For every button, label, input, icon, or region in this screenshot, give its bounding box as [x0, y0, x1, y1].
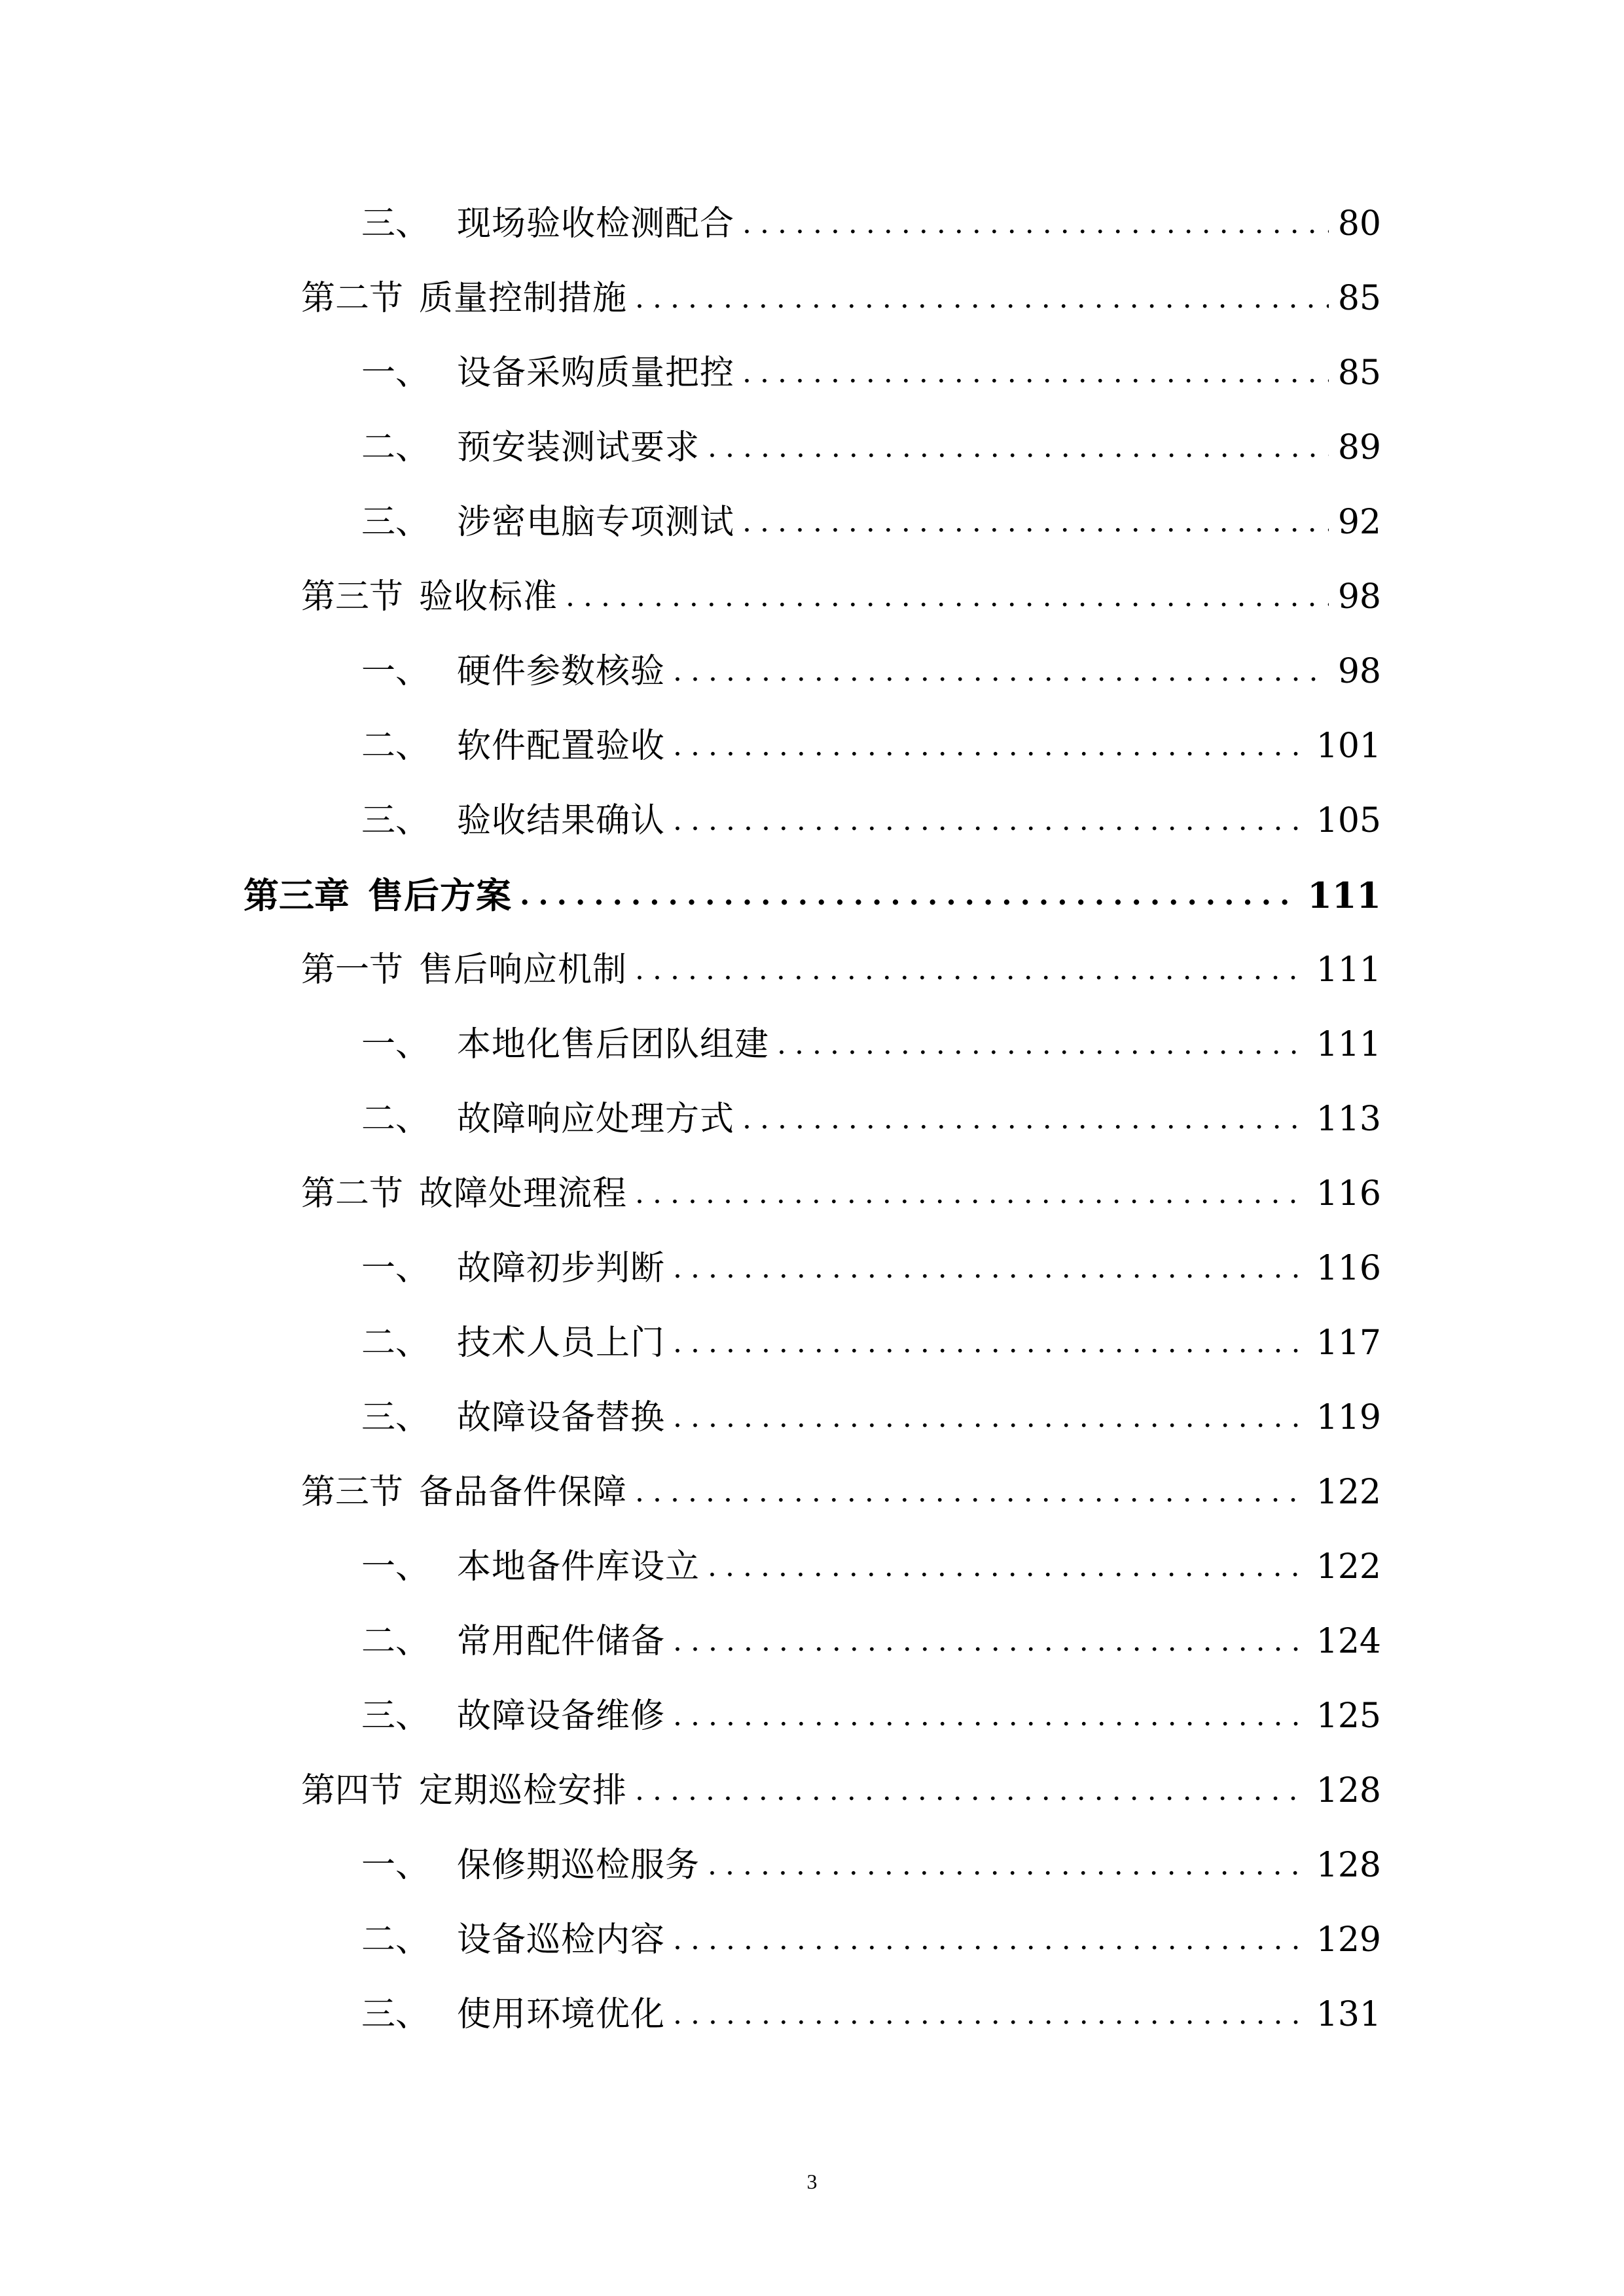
toc-entry-page: 85: [1337, 353, 1381, 393]
dot-leader: [742, 1086, 1307, 1152]
toc-entry-page: 111: [1316, 950, 1381, 990]
toc-entry-title: 硬件参数核验: [457, 652, 666, 691]
dot-leader: [742, 340, 1329, 406]
toc-entry-title: 验收结果确认: [457, 801, 666, 840]
dot-leader: [673, 1310, 1307, 1376]
toc-entry-number: 三、: [361, 503, 430, 542]
toc-entry-number: 第二节: [301, 279, 404, 318]
toc-entry-page: 116: [1316, 1174, 1381, 1213]
toc-entry[interactable]: [361, 1012, 1381, 1077]
toc-entry-title: 故障设备替换: [457, 1398, 666, 1437]
toc-entry[interactable]: [361, 1534, 1381, 1600]
toc-entry[interactable]: [361, 639, 1381, 704]
toc-entry[interactable]: [361, 1683, 1381, 1749]
toc-entry-page: 98: [1337, 577, 1381, 617]
dot-leader: [673, 1609, 1307, 1674]
toc-entry-page: 125: [1316, 1696, 1381, 1736]
toc-entry-title: 验收标准: [419, 577, 558, 617]
toc-entry-page: 105: [1316, 801, 1381, 840]
toc-entry-title: 涉密电脑专项测试: [457, 503, 735, 542]
toc-entry-number: 第四节: [301, 1771, 404, 1810]
toc-entry-title: 故障设备维修: [457, 1696, 666, 1736]
toc-entry-number: 三、: [361, 1995, 430, 2034]
toc-entry[interactable]: [361, 713, 1381, 779]
toc-entry-title: 故障响应处理方式: [457, 1100, 735, 1139]
dot-leader: [635, 937, 1307, 1003]
toc-entry-number: 三、: [361, 204, 430, 243]
dot-leader: [635, 1460, 1307, 1525]
toc-entry[interactable]: [361, 1236, 1381, 1301]
toc-entry[interactable]: [301, 564, 1381, 630]
toc-entry-number: 第三章: [244, 874, 350, 916]
dot-leader: [673, 1982, 1307, 2047]
dot-leader: [777, 1012, 1307, 1077]
toc-entry-title: 技术人员上门: [457, 1323, 666, 1363]
toc-entry-number: 一、: [361, 1846, 430, 1885]
toc-entry[interactable]: [361, 490, 1381, 555]
dot-leader: [673, 1385, 1307, 1450]
dot-leader: [673, 1907, 1307, 1973]
toc-entry-page: 85: [1337, 279, 1381, 318]
toc-entry[interactable]: [361, 1907, 1381, 1973]
dot-leader: [673, 713, 1307, 779]
toc-entry[interactable]: [361, 1982, 1381, 2047]
toc-entry[interactable]: [361, 1609, 1381, 1674]
toc-entry-number: 二、: [361, 1920, 430, 1960]
toc-entry-page: 124: [1316, 1622, 1381, 1661]
toc-entry[interactable]: [361, 1310, 1381, 1376]
toc-entry-title: 现场验收检测配合: [457, 204, 735, 243]
dot-leader: [673, 1236, 1307, 1301]
toc-entry[interactable]: [361, 1385, 1381, 1450]
dot-leader: [520, 863, 1298, 928]
toc-entry[interactable]: [301, 1758, 1381, 1823]
toc-entry-number: 二、: [361, 1622, 430, 1661]
dot-leader: [635, 1758, 1307, 1823]
toc-entry[interactable]: [361, 191, 1381, 257]
page-number: 3: [806, 2170, 818, 2193]
toc-entry-title: 设备采购质量把控: [457, 353, 735, 393]
toc-entry[interactable]: [361, 788, 1381, 853]
toc-entry-number: 三、: [361, 1696, 430, 1736]
toc-entry[interactable]: [361, 1086, 1381, 1152]
toc-entry-page: 101: [1316, 726, 1381, 766]
toc-entry-title: 故障初步判断: [457, 1249, 666, 1288]
toc-entry-page: 128: [1316, 1846, 1381, 1885]
toc-entry-title: 保修期巡检服务: [457, 1846, 700, 1885]
dot-leader: [708, 1833, 1307, 1898]
toc-entry-title: 售后方案: [368, 874, 512, 916]
toc-entry-title: 本地备件库设立: [457, 1547, 700, 1587]
toc-entry-number: 二、: [361, 428, 430, 467]
toc-entry-number: 第三节: [301, 1473, 404, 1512]
toc-entry-page: 128: [1316, 1771, 1381, 1810]
toc-entry-page: 80: [1337, 204, 1381, 243]
dot-leader: [673, 788, 1307, 853]
toc-entry-number: 三、: [361, 1398, 430, 1437]
toc-entry-number: 第二节: [301, 1174, 404, 1213]
toc-entry-title: 使用环境优化: [457, 1995, 666, 2034]
toc-entry-number: 一、: [361, 652, 430, 691]
toc-entry-title: 本地化售后团队组建: [457, 1025, 770, 1064]
dot-leader: [742, 191, 1329, 257]
toc-entry[interactable]: [301, 1460, 1381, 1525]
toc-entry-title: 常用配件储备: [457, 1622, 666, 1661]
toc-entry-title: 定期巡检安排: [419, 1771, 628, 1810]
toc-entry-number: 一、: [361, 1547, 430, 1587]
toc-entry[interactable]: [361, 415, 1381, 480]
toc-entry-page: 92: [1337, 503, 1381, 542]
toc-entry-page: 122: [1316, 1547, 1381, 1587]
dot-leader: [673, 639, 1329, 704]
toc-entry-page: 129: [1316, 1920, 1381, 1960]
toc-entry[interactable]: [301, 1161, 1381, 1227]
toc-entry-page: 89: [1337, 428, 1381, 467]
dot-leader: [566, 564, 1329, 630]
toc-entry-page: 113: [1316, 1100, 1381, 1139]
dot-leader: [635, 266, 1329, 331]
toc-entry[interactable]: [301, 937, 1381, 1003]
dot-leader: [673, 1683, 1307, 1749]
toc-entry-number: 一、: [361, 1249, 430, 1288]
toc-entry[interactable]: [361, 340, 1381, 406]
toc-entry-page: 122: [1316, 1473, 1381, 1512]
toc-entry-page: 116: [1316, 1249, 1381, 1288]
toc-entry-page: 131: [1316, 1995, 1381, 2034]
dot-leader: [635, 1161, 1307, 1227]
toc-entry-page: 111: [1307, 874, 1381, 916]
toc-entry[interactable]: [301, 266, 1381, 331]
toc-entry-number: 第三节: [301, 577, 404, 617]
dot-leader: [708, 415, 1329, 480]
toc-entry-number: 二、: [361, 726, 430, 766]
toc-entry-title: 备品备件保障: [419, 1473, 628, 1512]
toc-entry-page: 117: [1316, 1323, 1381, 1363]
toc-entry-title: 设备巡检内容: [457, 1920, 666, 1960]
toc-entry-number: 一、: [361, 353, 430, 393]
dot-leader: [742, 490, 1329, 555]
toc-entry-title: 质量控制措施: [419, 279, 628, 318]
toc-entry-title: 故障处理流程: [419, 1174, 628, 1213]
toc-entry-number: 三、: [361, 801, 430, 840]
toc-entry-number: 二、: [361, 1323, 430, 1363]
toc-entry-number: 二、: [361, 1100, 430, 1139]
toc-entry-page: 111: [1316, 1025, 1381, 1064]
toc-entry-title: 软件配置验收: [457, 726, 666, 766]
dot-leader: [708, 1534, 1307, 1600]
toc-entry-page: 119: [1316, 1398, 1381, 1437]
toc-entry-title: 预安装测试要求: [457, 428, 700, 467]
toc-entry-page: 98: [1337, 652, 1381, 691]
toc-entry[interactable]: [361, 1833, 1381, 1898]
toc-entry-title: 售后响应机制: [419, 950, 628, 990]
toc-entry-number: 第一节: [301, 950, 404, 990]
toc-chapter-entry[interactable]: [244, 863, 1381, 928]
toc-entry-number: 一、: [361, 1025, 430, 1064]
